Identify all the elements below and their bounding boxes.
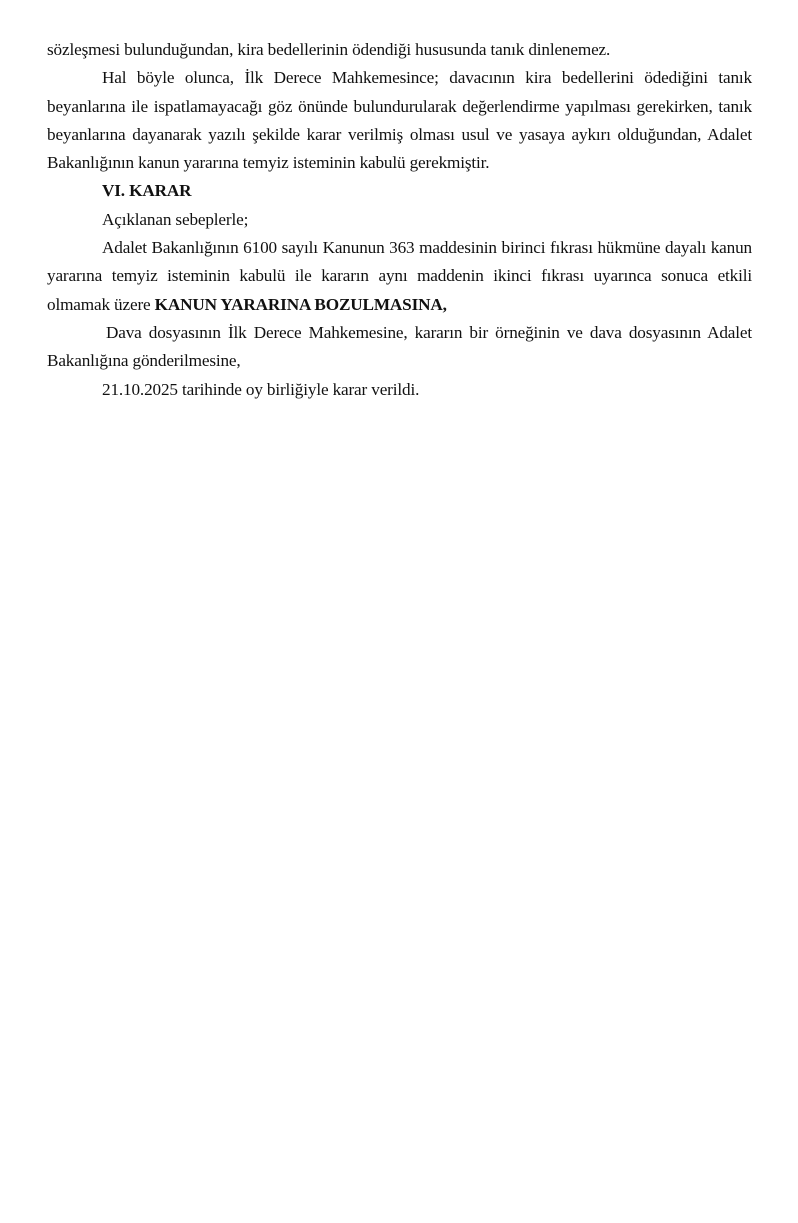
- decision-text: Adalet Bakanlığının 6100 sayılı Kanunun 363 maddesinin birinci fıkrası hükmüne dayalı kanun yararına temyiz isteminin kabulü ile kararın aynı maddenin ikinci fıkrası uyarınca sonuca etkili olmamak üzere: [47, 238, 752, 314]
- paragraph-reasoning: Hal böyle olunca, İlk Derece Mahkemesince; davacının kira bedellerini ödediğini tanık beyanlarına ile ispatlamayacağı göz önünde bulundurularak değerlendirme yapılması gerekirken, tanık beyanlarına dayanarak yazılı şekilde karar verilmiş olması usul ve yasaya aykırı olduğundan, Adalet Bakanlığının kanun yararına temyiz isteminin kabulü gerekmiştir.: [47, 68, 752, 173]
- paragraph-grounds: Açıklanan sebeplerle;: [102, 209, 249, 229]
- document-page: [47, 36, 752, 404]
- paragraph-decision: [47, 234, 752, 319]
- decision-verdict: KANUN YARARINA BOZULMASINA,: [154, 294, 447, 314]
- section-heading-karar: VI. KARAR: [102, 181, 192, 201]
- paragraph-date: 21.10.2025 tarihinde oy birliğiyle karar verildi.: [102, 379, 420, 399]
- paragraph-continuation: sözleşmesi bulunduğundan, kira bedellerinin ödendiği hususunda tanık dinlenemez.: [47, 40, 611, 59]
- paragraph-file-dispatch: Dava dosyasının İlk Derece Mahkemesine, kararın bir örneğinin ve dava dosyasının Adalet Bakanlığına gönderilmesine,: [47, 322, 752, 371]
